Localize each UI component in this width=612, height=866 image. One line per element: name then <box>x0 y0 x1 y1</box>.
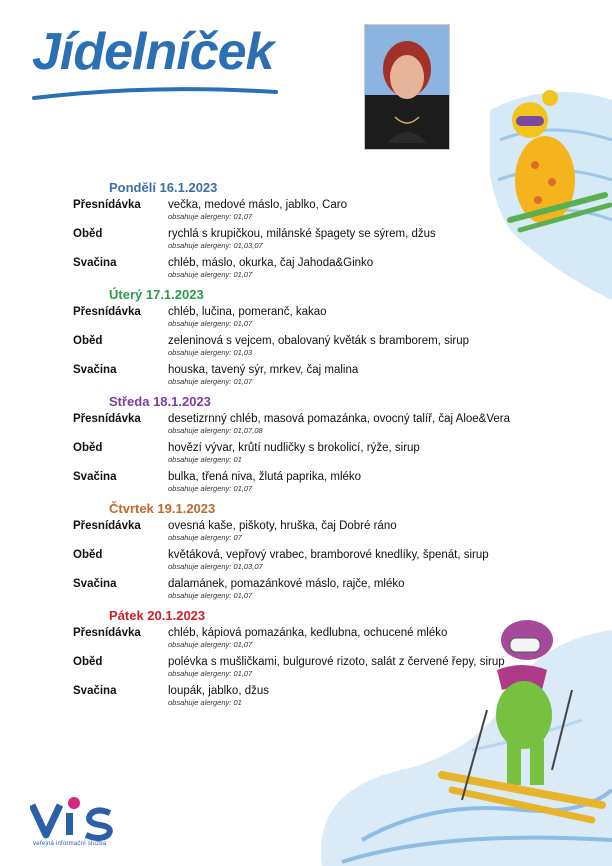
meal-row <box>0 548 612 577</box>
day-section <box>0 606 612 713</box>
menu-list <box>0 178 612 713</box>
day-title: Čtvrtek 19.1.2023 <box>109 501 216 516</box>
meal-row <box>0 655 612 684</box>
meal-row <box>0 363 612 392</box>
meal-allergens: obsahuje alergeny: 01,07 <box>168 669 253 678</box>
meal-row <box>0 519 612 548</box>
meal-description: chléb, kápiová pomazánka, kedlubna, ochucené mléko <box>168 627 448 639</box>
meal-row <box>0 412 612 441</box>
meal-row <box>0 305 612 334</box>
meal-description: rychlá s krupičkou, milánské špagety se sýrem, džus <box>168 228 436 240</box>
meal-row <box>0 334 612 363</box>
day-title: Pátek 20.1.2023 <box>109 608 206 623</box>
meal-name: Oběd <box>73 656 103 668</box>
day-title: Středa 18.1.2023 <box>109 394 211 409</box>
meal-description: hovězí vývar, krůtí nudličky s brokolicí, rýže, sirup <box>168 442 420 454</box>
meal-name: Oběd <box>73 335 103 347</box>
meal-allergens: obsahuje alergeny: 01,07 <box>168 319 253 328</box>
meal-row <box>0 577 612 606</box>
meal-row <box>0 441 612 470</box>
meal-allergens: obsahuje alergeny: 01,07 <box>168 377 253 386</box>
logo-caption: veřejná informační služba <box>33 841 107 847</box>
meal-row <box>0 198 612 227</box>
meal-row <box>0 684 612 713</box>
meal-description: ovesná kaše, piškoty, hruška, čaj Dobré ráno <box>168 520 397 532</box>
meal-description: zeleninová s vejcem, obalovaný květák s bramborem, sirup <box>168 335 470 347</box>
vis-logo <box>30 795 122 841</box>
meal-description: dalamánek, pomazánkové máslo, rajče, mléko <box>168 578 405 590</box>
meal-name: Oběd <box>73 228 103 240</box>
meal-description: bulka, třená niva, žlutá paprika, mléko <box>168 471 362 483</box>
meal-row <box>0 470 612 499</box>
meal-name: Svačina <box>73 257 117 269</box>
meal-allergens: obsahuje alergeny: 01,03,07 <box>168 562 263 571</box>
meal-allergens: obsahuje alergeny: 01 <box>168 698 242 707</box>
meal-description: chléb, lučina, pomeranč, kakao <box>168 306 327 318</box>
meal-allergens: obsahuje alergeny: 01,07 <box>168 640 253 649</box>
meal-allergens: obsahuje alergeny: 07 <box>168 533 242 542</box>
meal-row <box>0 256 612 285</box>
day-section <box>0 178 612 285</box>
meal-name: Přesnídávka <box>73 627 141 639</box>
meal-name: Přesnídávka <box>73 199 141 211</box>
meal-description: loupák, jablko, džus <box>168 685 270 697</box>
day-section <box>0 499 612 606</box>
meal-row <box>0 227 612 256</box>
meal-allergens: obsahuje alergeny: 01,07,08 <box>168 426 263 435</box>
meal-name: Oběd <box>73 442 103 454</box>
page-title: Jídelníček <box>32 23 274 81</box>
meal-allergens: obsahuje alergeny: 01,03 <box>168 348 253 357</box>
meal-description: květáková, vepřový vrabec, bramborové knedlíky, špenát, sirup <box>168 549 489 561</box>
meal-allergens: obsahuje alergeny: 01,07 <box>168 212 253 221</box>
day-section <box>0 392 612 499</box>
meal-description: chléb, máslo, okurka, čaj Jahoda&Ginko <box>168 257 374 269</box>
meal-name: Přesnídávka <box>73 520 141 532</box>
meal-allergens: obsahuje alergeny: 01,03,07 <box>168 241 263 250</box>
day-title: Pondělí 16.1.2023 <box>109 180 218 195</box>
meal-name: Oběd <box>73 549 103 561</box>
day-title: Úterý 17.1.2023 <box>109 287 204 302</box>
meal-name: Svačina <box>73 364 117 376</box>
meal-name: Přesnídávka <box>73 306 141 318</box>
cook-photo <box>364 24 450 150</box>
meal-name: Přesnídávka <box>73 413 141 425</box>
meal-description: houska, tavený sýr, mrkev, čaj malina <box>168 364 359 376</box>
meal-name: Svačina <box>73 471 117 483</box>
meal-description: večka, medové máslo, jablko, Caro <box>168 199 347 211</box>
day-section <box>0 285 612 392</box>
meal-allergens: obsahuje alergeny: 01 <box>168 455 242 464</box>
meal-row <box>0 626 612 655</box>
meal-description: polévka s mušličkami, bulgurové rizoto, salát z červené řepy, sirup <box>168 656 505 668</box>
meal-name: Svačina <box>73 578 117 590</box>
meal-allergens: obsahuje alergeny: 01,07 <box>168 484 253 493</box>
meal-allergens: obsahuje alergeny: 01,07 <box>168 591 253 600</box>
meal-description: desetizrnný chléb, masová pomazánka, ovocný talíř, čaj Aloe&Vera <box>168 413 510 425</box>
meal-name: Svačina <box>73 685 117 697</box>
meal-allergens: obsahuje alergeny: 01,07 <box>168 270 253 279</box>
title-underline <box>30 82 280 104</box>
